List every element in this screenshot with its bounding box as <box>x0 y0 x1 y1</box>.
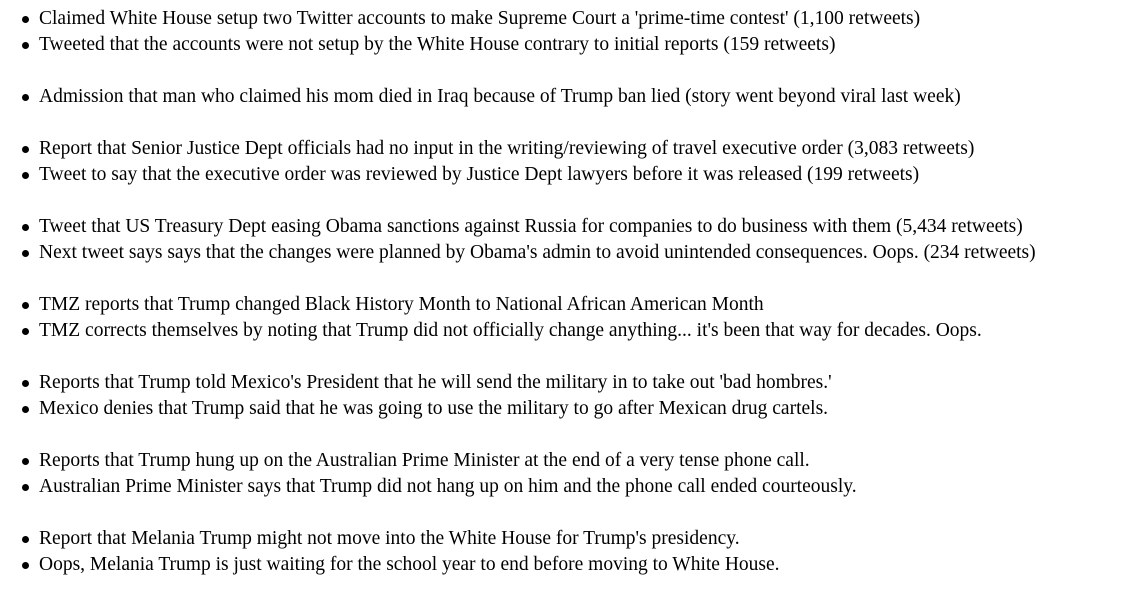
list-item <box>0 292 1145 318</box>
list-item <box>0 32 1145 58</box>
list-item-text: Oops, Melania Trump is just waiting for the school year to end before moving to White House. <box>39 554 780 575</box>
list-group-australia <box>0 448 1145 500</box>
list-item-text: Tweet to say that the executive order was reviewed by Justice Dept lawyers before it was released (199 retweets) <box>39 164 920 185</box>
bullet-icon <box>22 406 29 413</box>
list-item <box>0 526 1145 552</box>
list-item <box>0 162 1145 188</box>
list-group-melania <box>0 526 1145 578</box>
list-item-text: Report that Melania Trump might not move into the White House for Trump's presidency. <box>39 528 740 549</box>
bullet-icon <box>22 536 29 543</box>
list-item-text: TMZ reports that Trump changed Black History Month to National African American Month <box>39 294 764 315</box>
list-item-text: TMZ corrects themselves by noting that Trump did not officially change anything... it's been that way for decades. Oops. <box>39 320 982 341</box>
list-group-justice-dept <box>0 136 1145 188</box>
bullet-icon <box>22 302 29 309</box>
bullet-icon <box>22 224 29 231</box>
list-item <box>0 136 1145 162</box>
list-item <box>0 6 1145 32</box>
bullet-icon <box>22 250 29 257</box>
list-item-text: Mexico denies that Trump said that he was going to use the military to go after Mexican drug cartels. <box>39 398 829 419</box>
bullet-icon <box>22 328 29 335</box>
list-item-text: Tweet that US Treasury Dept easing Obama sanctions against Russia for companies to do business with them (5,434 retweets) <box>39 216 1023 237</box>
list-item <box>0 396 1145 422</box>
list-item <box>0 448 1145 474</box>
list-item-text: Claimed White House setup two Twitter accounts to make Supreme Court a 'prime-time contest' (1,100 retweets) <box>39 8 921 29</box>
list-group-mexico <box>0 370 1145 422</box>
list-item-text: Australian Prime Minister says that Trump did not hang up on him and the phone call ended courteously. <box>39 476 857 497</box>
list-group-iraq-story <box>0 84 1145 110</box>
list-item <box>0 214 1145 240</box>
list-item <box>0 84 1145 110</box>
list-group-treasury <box>0 214 1145 266</box>
list-item <box>0 552 1145 578</box>
bullet-icon <box>22 380 29 387</box>
bullet-icon <box>22 458 29 465</box>
list-item <box>0 474 1145 500</box>
list-item <box>0 240 1145 266</box>
list-item-text: Report that Senior Justice Dept officials had no input in the writing/reviewing of travel executive order (3,083 retweets) <box>39 138 975 159</box>
list-group-white-house-twitter <box>0 6 1145 58</box>
list-item-text: Tweeted that the accounts were not setup by the White House contrary to initial reports (159 retweets) <box>39 34 836 55</box>
list-item <box>0 370 1145 396</box>
list-item-text: Reports that Trump hung up on the Australian Prime Minister at the end of a very tense phone call. <box>39 450 810 471</box>
bullet-icon <box>22 484 29 491</box>
bullet-icon <box>22 42 29 49</box>
bullet-icon <box>22 172 29 179</box>
list-item-text: Reports that Trump told Mexico's President that he will send the military in to take out 'bad hombres.' <box>39 372 832 393</box>
list-group-tmz <box>0 292 1145 344</box>
bullet-icon <box>22 94 29 101</box>
list-item-text: Admission that man who claimed his mom died in Iraq because of Trump ban lied (story went beyond viral last week) <box>39 86 961 107</box>
document-body <box>0 6 1145 604</box>
bullet-icon <box>22 146 29 153</box>
bullet-icon <box>22 562 29 569</box>
bullet-icon <box>22 16 29 23</box>
list-item-text: Next tweet says says that the changes were planned by Obama's admin to avoid unintended consequences. Oops. (234 retweets) <box>39 242 1036 263</box>
list-item <box>0 318 1145 344</box>
